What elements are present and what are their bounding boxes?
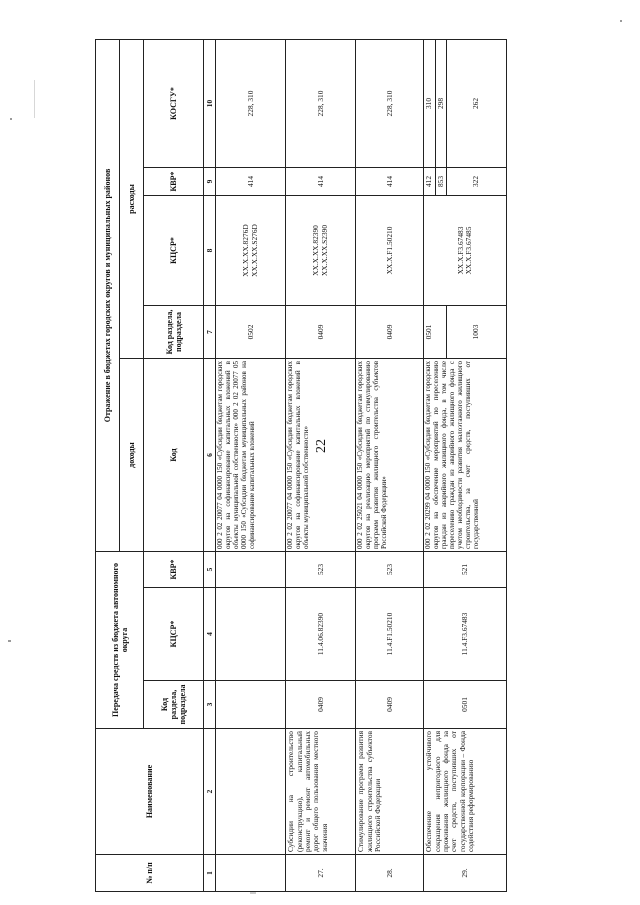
column-number: 3	[204, 681, 216, 729]
row-kosgu: 310	[424, 39, 435, 167]
column-number: 6	[204, 359, 216, 552]
kcsr-code: XX.X.F1.50210	[384, 226, 394, 275]
table-row	[424, 39, 435, 891]
column-number: 10	[204, 39, 216, 167]
row-kcsr: 11.4.F1.50210	[356, 588, 424, 681]
row-kvr-2: 322	[447, 168, 507, 196]
row-kcsr-2	[216, 196, 286, 306]
header-number: № п/п	[96, 855, 204, 892]
scan-speck	[8, 640, 11, 642]
header-name: Наименование	[96, 729, 204, 855]
row-number	[216, 855, 286, 892]
table-row	[216, 39, 286, 891]
header-kvr-2: КВР*	[144, 168, 204, 196]
row-kosgu: 228, 310	[286, 39, 356, 167]
row-kcsr: 11.4.06.82390	[286, 588, 356, 681]
row-name: Обеспечение устойчивого сокращения непригодного для проживания жилищного фонда за счет средств, поступивших от государственной корпорации – Фонда содействия реформированию	[424, 729, 507, 855]
table-row	[356, 39, 424, 891]
row-kvr-2: 414	[216, 168, 286, 196]
kcsr-code: XX.X.XX.S276D	[249, 224, 259, 277]
row-number: 29.	[424, 855, 507, 892]
column-number: 4	[204, 588, 216, 681]
row-razdel-2: 0502	[216, 306, 286, 359]
row-income-code: 000 2 02 20299 04 0000 150 «Субсидии бюджетам городских округов на обеспечение мероприятий по переселению граждан из аварийного жилищного фонда, в том числе переселению граждан из аварийного жилищного фонда с учетом необходимости развития малоэтажного жилищного строительства, за счет средств, поступивших от государственной	[424, 359, 507, 552]
row-kcsr-2	[286, 196, 356, 306]
page-number: 22	[314, 439, 329, 453]
scan-speck	[620, 20, 622, 22]
table-row	[286, 39, 356, 891]
row-name: Стимулирование программ развития жилищного строительства субъектов Российской Федерации	[356, 729, 424, 855]
column-number: 9	[204, 168, 216, 196]
row-kosgu: 298	[435, 39, 446, 167]
row-kvr-2: 414	[356, 168, 424, 196]
row-kosgu: 228, 310	[216, 39, 286, 167]
column-number: 5	[204, 552, 216, 588]
header-row-1	[96, 39, 120, 891]
row-kosgu: 228, 310	[356, 39, 424, 167]
header-kcsr-2: КЦСР*	[144, 196, 204, 306]
row-razdel-2: 1003	[447, 306, 507, 359]
row-kcsr: 11.4.F3.67483	[424, 588, 507, 681]
row-kvr-2: 414	[286, 168, 356, 196]
header-kcsr: КЦСР*	[144, 588, 204, 681]
header-kod-razdela: Код раздела, подраздела	[144, 681, 204, 729]
budget-classification-table	[95, 39, 507, 892]
row-kvr: 521	[424, 552, 507, 588]
header-kod-razdela-2: Код раздела, подраздела	[144, 306, 204, 359]
header-income-group: доходы	[120, 359, 144, 552]
scan-speck	[34, 80, 35, 118]
row-name: Субсидии на строительство (реконструкцию), капитальный ремонт и ремонт автомобильных дорог общего пользования местного значения	[286, 729, 356, 855]
column-number: 8	[204, 196, 216, 306]
column-number-row	[204, 39, 216, 891]
row-razdel: 0409	[286, 681, 356, 729]
row-name	[216, 729, 286, 855]
row-kosgu: 262	[447, 39, 507, 167]
row-kvr	[216, 552, 286, 588]
kcsr-code: XX.X.XX.82390	[311, 225, 321, 276]
row-kvr: 523	[356, 552, 424, 588]
row-kcsr	[216, 588, 286, 681]
row-razdel: 0501	[424, 681, 507, 729]
row-number: 27.	[286, 855, 356, 892]
scan-speck	[10, 118, 12, 120]
kcsr-code: XX.X.XX.S2390	[319, 224, 329, 277]
row-income-code: 000 2 02 25021 04 0000 150 «Субсидии бюджетам городских округов на реализацию мероприятий по стимулированию программ развития жилищного строительства субъектов Российской Федерации»	[356, 359, 424, 552]
row-kvr-2: 853	[435, 168, 446, 196]
row-kcsr-2	[424, 196, 507, 306]
row-kcsr-2	[356, 196, 424, 306]
header-kvr: КВР*	[144, 552, 204, 588]
header-transfer-group: Передача средств из бюджета автономного округа	[96, 552, 144, 729]
column-number: 7	[204, 306, 216, 359]
row-razdel-2: 0501	[424, 306, 447, 359]
scan-speck	[250, 892, 256, 894]
row-kvr: 523	[286, 552, 356, 588]
row-income-code: 000 2 02 20077 04 0000 150 «Субсидии бюджетам городских округов на софинансирование капитальных вложений в объекты муниципальной собственности»	[286, 359, 356, 552]
row-income-code: 000 2 02 20077 04 0000 150 «Субсидии бюджетам городских округов на софинансирование капитальных вложений в объекты муниципальной собственности» 000 2 02 20077 05 0000 150 «Субсидии бюджетам муниципальных районов на софинансирование капитальных вложений	[216, 359, 286, 552]
header-kod: Код	[144, 359, 204, 552]
row-kvr-2: 412	[424, 168, 435, 196]
row-razdel-2: 0409	[286, 306, 356, 359]
row-razdel-2: 0409	[356, 306, 424, 359]
header-reflection-group: Отражение в бюджетах городских округов и муниципальных районов	[96, 39, 120, 551]
rotated-table-wrapper	[95, 40, 507, 892]
column-number: 1	[204, 855, 216, 892]
column-number: 2	[204, 729, 216, 855]
row-razdel	[216, 681, 286, 729]
kcsr-code: XX.X.F3.67483	[455, 226, 465, 275]
header-kosgu: КОСГУ*	[144, 39, 204, 167]
kcsr-code: XX.X.F3.67485	[464, 226, 474, 275]
kcsr-code: XX.X.XX.8276D	[241, 224, 251, 277]
row-number: 28.	[356, 855, 424, 892]
header-expense-group: расходы	[120, 39, 144, 358]
row-razdel: 0409	[356, 681, 424, 729]
